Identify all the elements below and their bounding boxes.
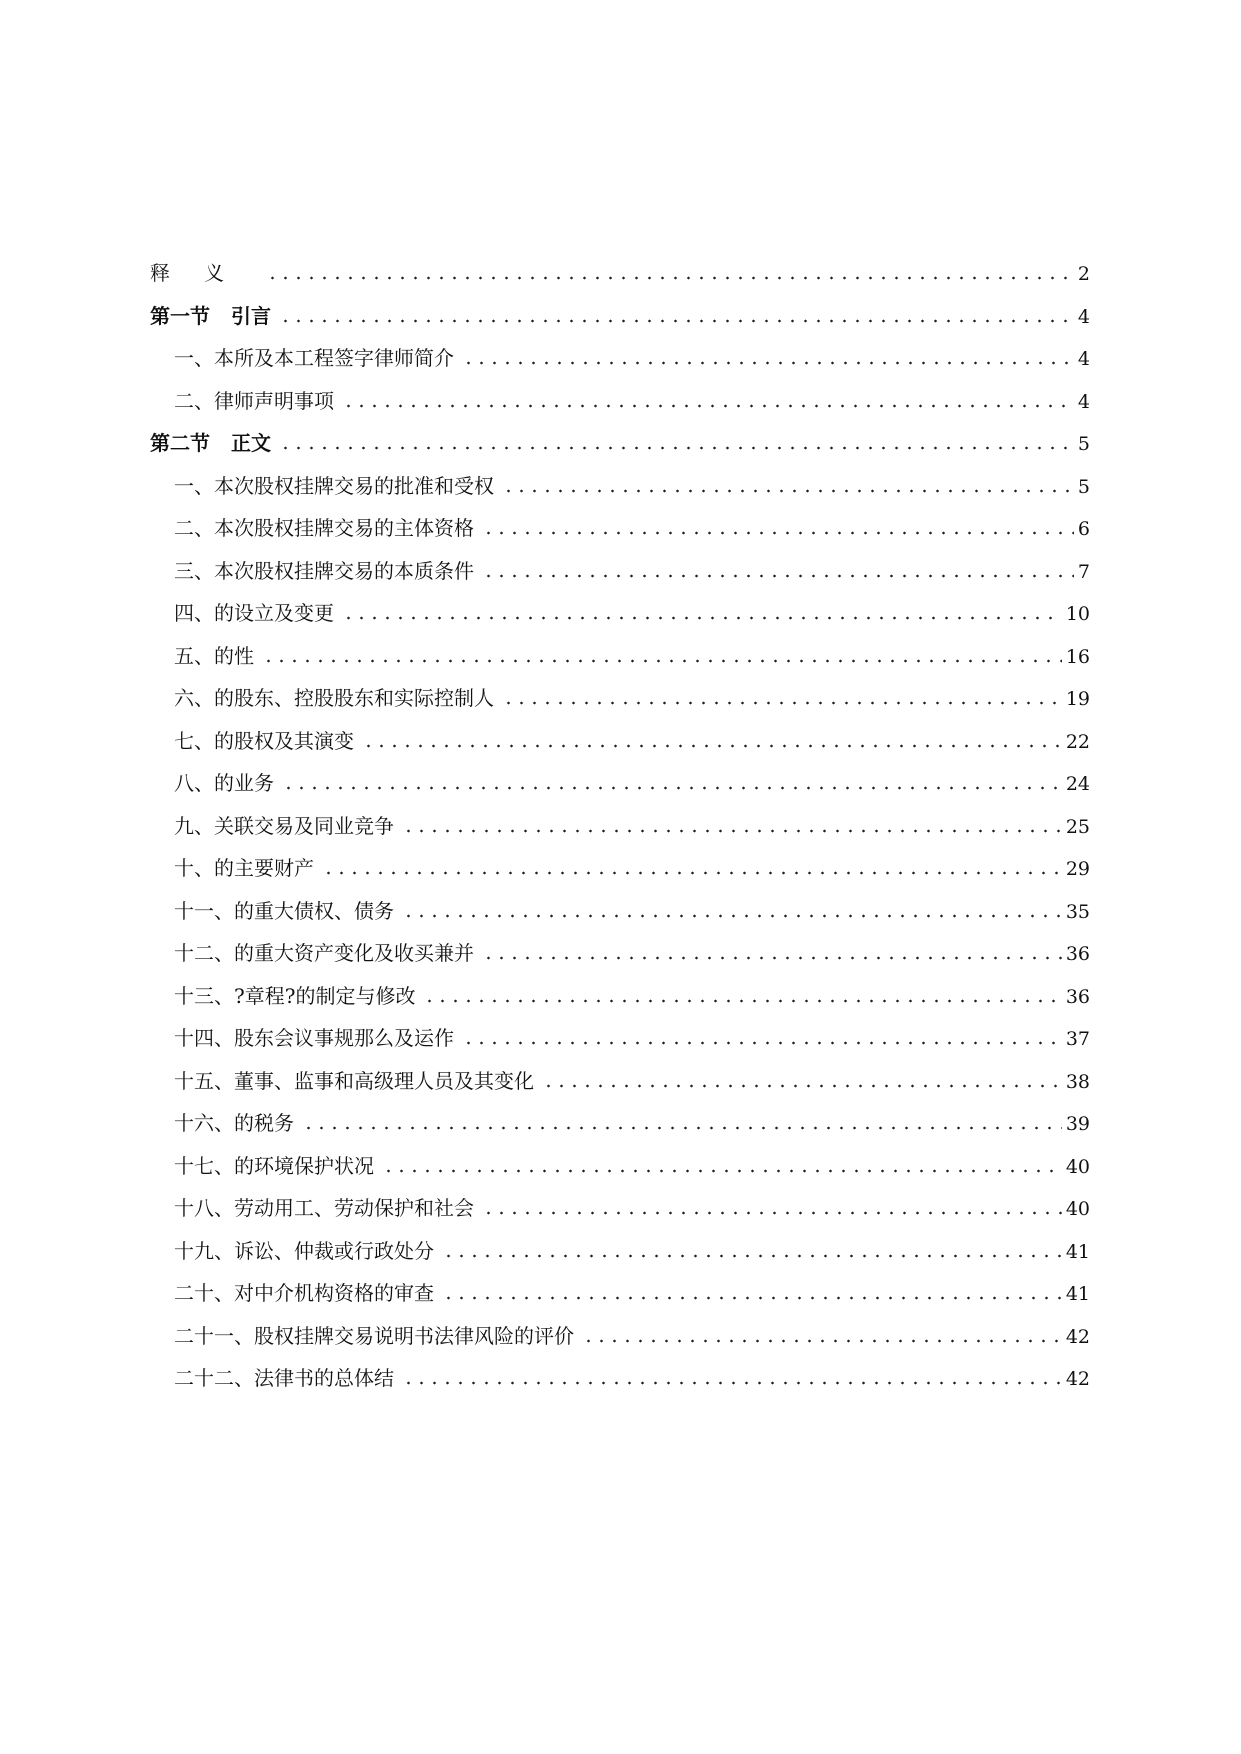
dot-leader (342, 616, 1062, 620)
toc-entry-page-number: 36 (1065, 943, 1090, 965)
dot-leader (342, 404, 1074, 408)
dot-leader (582, 1339, 1062, 1343)
toc-entry-page-number: 36 (1065, 985, 1090, 1008)
toc-entry-title: 十六、的税务 (174, 1111, 294, 1135)
toc-entry-title: 八、的业务 (174, 771, 274, 795)
toc-entry-title: 二、本次股权挂牌交易的主体资格 (174, 516, 474, 540)
toc-entry[interactable] (150, 847, 1090, 890)
toc-entry-page-number: 40 (1065, 1198, 1090, 1220)
toc-entry-title: 五、的性 (174, 643, 254, 668)
toc-entry[interactable] (150, 1145, 1090, 1188)
dot-leader (482, 1211, 1062, 1215)
toc-entry-page-number: 2 (1077, 263, 1090, 285)
toc-entry[interactable] (150, 1187, 1090, 1230)
toc-entry-title: 十三、?章程?的制定与修改 (174, 983, 416, 1008)
toc-entry-page-number: 7 (1077, 560, 1090, 583)
table-of-contents (150, 252, 1090, 1400)
toc-entry-page-number: 42 (1065, 1325, 1090, 1348)
toc-entry-title: 九、关联交易及同业竞争 (174, 813, 394, 838)
toc-entry[interactable] (150, 592, 1090, 635)
toc-entry-title: 二十一、股权挂牌交易说明书法律风险的评价 (174, 1323, 574, 1348)
toc-entry-page-number: 42 (1065, 1368, 1090, 1390)
toc-entry-title: 四、的设立及变更 (174, 601, 334, 625)
toc-entry-title: 十八、劳动用工、劳动保护和社会 (174, 1196, 474, 1220)
toc-entry-title: 一、本次股权挂牌交易的批准和受权 (174, 473, 494, 498)
dot-leader (382, 1169, 1062, 1173)
toc-entry-title: 一、本所及本工程签字律师简介 (174, 346, 454, 370)
dot-leader (462, 1041, 1062, 1045)
toc-entry-title: 第一节 引言 (150, 303, 271, 328)
dot-leader (502, 489, 1074, 493)
toc-entry-title: 十一、的重大债权、债务 (174, 898, 394, 923)
dot-leader (502, 701, 1062, 705)
toc-entry-page-number: 4 (1077, 348, 1090, 370)
toc-entry-title: 十二、的重大资产变化及收买兼并 (174, 941, 474, 965)
toc-entry-page-number: 37 (1065, 1028, 1090, 1050)
toc-entry[interactable] (150, 1017, 1090, 1060)
toc-entry[interactable] (150, 677, 1090, 720)
toc-entry-page-number: 5 (1077, 433, 1090, 455)
toc-entry-title: 释义 (150, 261, 258, 285)
toc-entry-title: 十五、董事、监事和高级理人员及其变化 (174, 1068, 534, 1093)
toc-entry-page-number: 4 (1077, 305, 1090, 328)
dot-leader (462, 361, 1074, 365)
dot-leader (423, 999, 1061, 1003)
dot-leader (402, 1381, 1062, 1385)
toc-entry-page-number: 5 (1077, 475, 1090, 498)
dot-leader (402, 829, 1062, 833)
toc-entry-page-number: 41 (1065, 1240, 1090, 1263)
toc-entry[interactable] (150, 762, 1090, 805)
toc-entry-title: 二十二、法律书的总体结 (174, 1366, 394, 1390)
toc-entry[interactable] (150, 465, 1090, 508)
toc-entry-title: 十四、股东会议事规那么及运作 (174, 1026, 454, 1050)
toc-entry[interactable] (150, 1102, 1090, 1145)
toc-entry-page-number: 39 (1065, 1113, 1090, 1135)
dot-leader (482, 956, 1062, 960)
toc-section-entry[interactable] (150, 252, 1090, 295)
dot-leader (542, 1084, 1062, 1088)
dot-leader (302, 1126, 1062, 1130)
toc-section-entry[interactable] (150, 422, 1090, 465)
toc-entry[interactable] (150, 932, 1090, 975)
dot-leader (442, 1254, 1062, 1258)
toc-entry-title: 六、的股东、控股股东和实际控制人 (174, 686, 494, 710)
dot-leader (482, 574, 1074, 578)
toc-entry-page-number: 4 (1077, 390, 1090, 413)
toc-entry-page-number: 40 (1065, 1155, 1090, 1178)
toc-entry-title: 三、本次股权挂牌交易的本质条件 (174, 558, 474, 583)
toc-entry[interactable] (150, 1230, 1090, 1273)
dot-leader (262, 659, 1062, 663)
toc-entry-title: 二、律师声明事项 (174, 388, 334, 413)
toc-entry[interactable] (150, 1060, 1090, 1103)
dot-leader (266, 276, 1074, 280)
toc-entry[interactable] (150, 1272, 1090, 1315)
toc-entry[interactable] (150, 380, 1090, 423)
toc-entry-page-number: 24 (1065, 773, 1090, 795)
toc-entry[interactable] (150, 890, 1090, 933)
dot-leader (279, 446, 1074, 450)
toc-entry-page-number: 6 (1077, 518, 1090, 540)
toc-section-entry[interactable] (150, 295, 1090, 338)
dot-leader (402, 914, 1062, 918)
dot-leader (442, 1296, 1062, 1300)
dot-leader (322, 871, 1062, 875)
toc-entry-page-number: 22 (1065, 730, 1090, 753)
toc-entry-title: 十、的主要财产 (174, 856, 314, 880)
dot-leader (282, 786, 1062, 790)
toc-entry-page-number: 38 (1065, 1070, 1090, 1093)
dot-leader (362, 744, 1062, 748)
toc-entry[interactable] (150, 507, 1090, 550)
toc-entry[interactable] (150, 1315, 1090, 1358)
toc-entry[interactable] (150, 635, 1090, 678)
toc-entry-page-number: 25 (1065, 815, 1090, 838)
toc-entry-page-number: 19 (1065, 688, 1090, 710)
toc-entry-title: 二十、对中介机构资格的审查 (174, 1281, 434, 1305)
toc-entry-title: 十九、诉讼、仲裁或行政处分 (174, 1238, 434, 1263)
toc-entry-page-number: 35 (1065, 900, 1090, 923)
toc-entry[interactable] (150, 720, 1090, 763)
toc-entry-title: 十七、的环境保护状况 (174, 1153, 374, 1178)
toc-entry-page-number: 29 (1065, 858, 1090, 880)
toc-entry[interactable] (150, 805, 1090, 848)
toc-entry[interactable] (150, 975, 1090, 1018)
dot-leader (482, 531, 1074, 535)
toc-entry-page-number: 10 (1065, 603, 1090, 625)
toc-entry-page-number: 41 (1065, 1283, 1090, 1305)
toc-entry-title: 第二节 正文 (150, 431, 271, 455)
toc-entry[interactable] (150, 1357, 1090, 1400)
toc-entry-title: 七、的股权及其演变 (174, 728, 354, 753)
dot-leader (279, 319, 1074, 323)
toc-entry[interactable] (150, 550, 1090, 593)
toc-entry-page-number: 16 (1065, 645, 1090, 668)
toc-entry[interactable] (150, 337, 1090, 380)
